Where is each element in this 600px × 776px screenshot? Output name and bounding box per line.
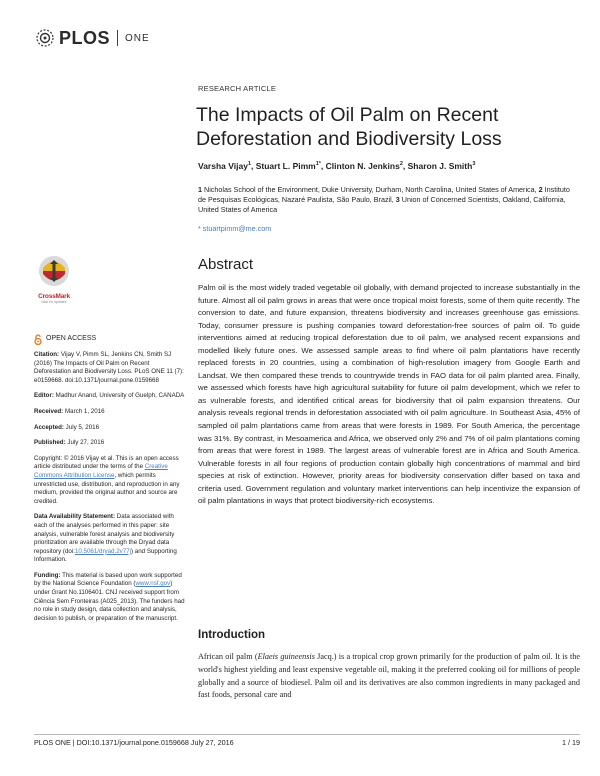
article-title: The Impacts of Oil Palm on Recent Deforestation and Biodiversity Loss: [196, 104, 502, 150]
page-number: 1 / 19: [562, 738, 580, 747]
received-date: Received: March 1, 2016: [34, 407, 105, 415]
affiliations: 1 Nicholas School of the Environment, Duke University, Durham, North Carolina, United States of America, 2 Instituto de Pesquisas Ecológicas, Nazaré Paulista, São Paulo, Brazil, 3 Union of Concerned Scientists, Oakland, California, United States of America: [198, 185, 570, 214]
open-access-label: OPEN ACCESS: [34, 334, 186, 345]
article-info-sidebar: [34, 334, 186, 630]
crossmark-icon: [38, 255, 70, 287]
nsf-link[interactable]: www.nsf.gov: [135, 580, 171, 588]
plos-logo-icon: [35, 28, 55, 48]
abstract-text: Palm oil is the most widely traded vegetable oil globally, with demand projected to increase substantially in the future. Almost all oil palm grows in areas that were once tropical moist forests, some of them quite recently. The conversion to date, and future expansion, threatens biodiversity and increases greenhouse gas emissions. Today, consumer pressure is pushing companies toward deforestation-free sources of palm oil. To guide interventions aimed at reducing tropical deforestation due to oil palm, we analysed recent expansions and modelled likely future ones. We assessed sample areas to find where oil palm plantations have recently replaced forests in 20 countries, using a combination of high-resolution imagery from Google Earth and Landsat. We then compared these trends to countrywide trends in FAO data for oil palm planted area. Finally, we assessed which forests have high agricultural suitability for future oil palm development, which we refer to as vulnerable forests, and identified critical areas for biodiversity that oil palm expansion threatens. Our analysis reveals regional trends in deforestation associated with oil palm agriculture. In Southeast Asia, 45% of sampled oil palm plantations came from areas that were forests in 1989. For South America, the percentage was 31%. By contrast, in Mesoamerica and Africa, we observed only 2% and 7% of oil palm plantations coming from areas that were forest in 1989. The largest areas of vulnerable forest are in Africa and South America. Vulnerable forests in all four regions of production contain globally high concentrations of mammal and bird species at risk of extinction. However, priority areas for biodiversity conservation differ based on taxa and criteria used. Government regulation and voluntary market interventions can help incentivize the expansion of oil palm plantations in ways that protect biodiversity-rich ecosystems.: [198, 283, 580, 506]
funding: Funding: This material is based upon work supported by the National Science Foundation (www.nsf.gov) under Grant No.1106401. CNJ received support from Ciência Sem Fronteiras (A025_2013). The funders had no role in study design, data collection and analysis, decision to publish, or preparation of the manuscript.: [34, 571, 185, 622]
citation: Citation: Vijay V, Pimm SL, Jenkins CN, Smith SJ (2016) The Impacts of Oil Palm on Recent Deforestation and Biodiversity Loss. PLoS ONE 11 (7): e0159668. doi:10.1371/journal.pone.0159668: [34, 351, 184, 384]
corresponding-email-link[interactable]: * stuartpimm@me.com: [198, 224, 272, 233]
article-type: RESEARCH ARTICLE: [198, 84, 277, 93]
author[interactable]: Sharon J. Smith$^3$: [407, 161, 476, 171]
author[interactable]: Clinton N. Jenkins$^2$: [325, 161, 403, 171]
plos-logo: [35, 28, 150, 48]
crossmark-sub: click for updates: [41, 300, 67, 304]
footer-citation: PLOS ONE | DOI:10.1371/journal.pone.0159668 July 27, 2016: [34, 738, 234, 747]
data-availability: Data Availability Statement: Data associated with each of the analyses performed in this paper: site analysis, vulnerable forest analysis and biodiversity prioritization are available through the Dryad data repository (doi:10.5061/dryad.2v77j) and Supporting Information.: [34, 513, 177, 564]
introduction-text: African oil palm (Elaeis guineensis Jacq.) is a tropical crop grown primarily for the production of palm oil. It is the world's highest yielding and least expensive vegetable oil, making it the preferred cooking oil for millions of people globally and a source of biodiesel. Palm oil and its derivatives are also common ingredients in many packaged and fast foods, personal care and: [198, 652, 581, 700]
logo-divider: [117, 30, 118, 46]
logo-journal-text: ONE: [125, 32, 150, 44]
editor: Editor: Madhur Anand, University of Guelph, CANADA: [34, 392, 185, 400]
crossmark-badge[interactable]: [36, 255, 72, 304]
footer-divider: [34, 734, 580, 735]
copyright: Copyright: © 2016 Vijay et al. This is an open access article distributed under the terms of the Creative Commons Attribution License, which permits unrestricted use, distribution, and reproduction in any medium, provided the original author and source are credited.: [34, 454, 180, 505]
dryad-doi-link[interactable]: 10.5061/dryad.2v77j: [74, 547, 132, 555]
author-list: Varsha Vijay$^1$, Stuart L. Pimm$^{1*}$, Clinton N. Jenkins$^2$, Sharon J. Smith$^3$: [198, 161, 476, 171]
crossmark-label: CrossMark: [38, 293, 70, 300]
open-lock-icon: [34, 334, 42, 345]
accepted-date: Accepted: July 5, 2016: [34, 423, 100, 431]
abstract-heading: Abstract: [198, 256, 254, 273]
introduction-heading: Introduction: [198, 629, 266, 641]
author[interactable]: Varsha Vijay$^1$: [198, 161, 251, 171]
license-link[interactable]: Creative Commons Attribution License: [34, 463, 168, 479]
logo-plos-text: PLOS: [59, 27, 111, 48]
author[interactable]: Stuart L. Pimm$^{1*}$: [255, 161, 321, 171]
published-date: Published: July 27, 2016: [34, 439, 105, 447]
